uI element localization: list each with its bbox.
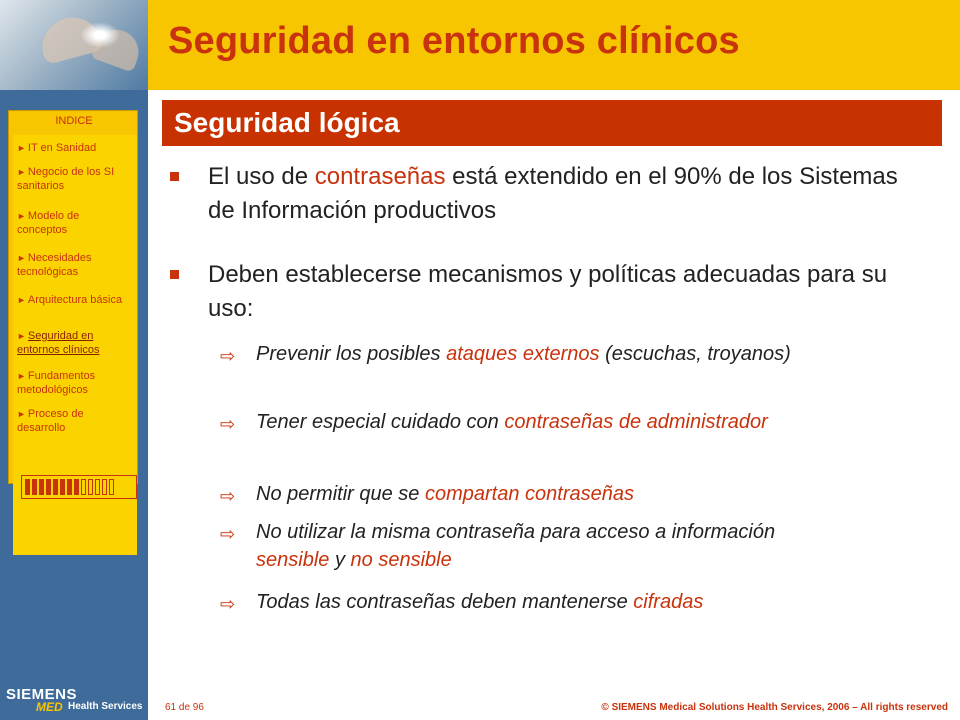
section-bar [162, 100, 942, 146]
arrow-right-icon: ► [17, 371, 26, 381]
index-item[interactable] [17, 165, 131, 193]
index-item-label: IT en Sanidad [27, 142, 97, 154]
highlight-text: compartan contraseñas [424, 483, 634, 505]
body-text: está extendido en el 90% de los Sistemas de Información productivos [208, 163, 898, 224]
progress-tick [39, 479, 44, 495]
progress-tick [109, 479, 114, 495]
body-text: El uso de [208, 163, 315, 190]
body-text: Todas las contraseñas deben mantenerse [256, 591, 634, 613]
arrow-right-icon: ► [17, 167, 26, 177]
index-item-label: Seguridad en entornos clínicos [17, 330, 100, 356]
arrow-right-icon: ► [17, 295, 26, 305]
index-item[interactable] [17, 251, 131, 279]
arrow-right-icon: ► [17, 331, 26, 341]
index-item[interactable] [17, 293, 131, 307]
body-text: Prevenir los posibles [256, 343, 447, 365]
page-number: 61 de 96 [165, 702, 204, 713]
sub-bullet-text [256, 518, 816, 574]
index-item[interactable] [17, 141, 131, 155]
highlight-text: contraseñas de administrador [504, 411, 768, 433]
light-glow [80, 22, 120, 48]
copyright: © SIEMENS Medical Solutions Health Services, 2006 – All rights reserved [601, 702, 948, 713]
index-item-label: Negocio de los SI sanitarios [17, 166, 115, 192]
arrow-right-icon: ► [17, 143, 26, 153]
arrow-right-icon: ► [17, 253, 26, 263]
header-photo [0, 0, 148, 90]
index-heading: INDICE [55, 115, 93, 127]
progress-tick [60, 479, 65, 495]
logo-health-text: Health Services [68, 701, 143, 712]
progress-tick [53, 479, 58, 495]
progress-tick [81, 479, 86, 495]
sub-bullet-text [256, 340, 816, 368]
index-item-label: Necesidades tecnológicas [17, 252, 92, 278]
index-panel [8, 110, 138, 484]
index-item[interactable] [17, 329, 131, 357]
highlight-text: ataques externos [446, 343, 600, 365]
arrow-bullet-icon: ⇨ [220, 486, 236, 506]
arrow-bullet-icon: ⇨ [220, 524, 236, 544]
progress-tick [46, 479, 51, 495]
progress-tick [74, 479, 79, 495]
slide-title: Seguridad en entornos clínicos [168, 20, 740, 62]
body-text: y [329, 549, 351, 571]
body-text: No utilizar la misma contraseña para acceso a información [256, 521, 776, 543]
index-item-label: Fundamentos metodológicos [17, 370, 96, 396]
body-text: Tener especial cuidado con [256, 411, 505, 433]
bullet-text [208, 160, 898, 228]
bullet-text [208, 258, 898, 326]
index-item[interactable] [17, 209, 131, 237]
arrow-bullet-icon: ⇨ [220, 414, 236, 434]
progress-indicator [21, 475, 137, 499]
index-item-label: Arquitectura básica [27, 294, 123, 306]
index-item[interactable] [17, 369, 131, 397]
index-item-label: Proceso de desarrollo [17, 408, 84, 434]
index-item[interactable] [17, 407, 131, 435]
sub-bullet-text [256, 588, 816, 616]
index-list [13, 135, 137, 555]
body-text: (escuchas, troyanos) [599, 343, 791, 365]
arrow-right-icon: ► [17, 211, 26, 221]
sub-bullet-text [256, 480, 816, 508]
highlight-text: no sensible [350, 549, 452, 571]
sub-bullet-text [256, 408, 816, 436]
logo-med-text: MED [36, 700, 63, 714]
siemens-logo [6, 686, 146, 716]
logo-siemens-text: SIEMENS [6, 686, 78, 703]
progress-tick [25, 479, 30, 495]
progress-tick [95, 479, 100, 495]
square-bullet-icon [170, 270, 179, 279]
progress-tick [102, 479, 107, 495]
highlight-text: sensible [256, 549, 330, 571]
highlight-text: contraseñas [314, 163, 446, 190]
progress-tick [32, 479, 37, 495]
section-title: Seguridad lógica [174, 107, 400, 138]
arrow-bullet-icon: ⇨ [220, 594, 236, 614]
body-text: Deben establecerse mecanismos y políticas adecuadas para su uso: [208, 261, 888, 322]
square-bullet-icon [170, 172, 179, 181]
index-item-label: Modelo de conceptos [17, 210, 80, 236]
progress-tick [67, 479, 72, 495]
progress-tick [88, 479, 93, 495]
arrow-right-icon: ► [17, 409, 26, 419]
arrow-bullet-icon: ⇨ [220, 346, 236, 366]
body-text: No permitir que se [256, 483, 425, 505]
highlight-text: cifradas [633, 591, 704, 613]
